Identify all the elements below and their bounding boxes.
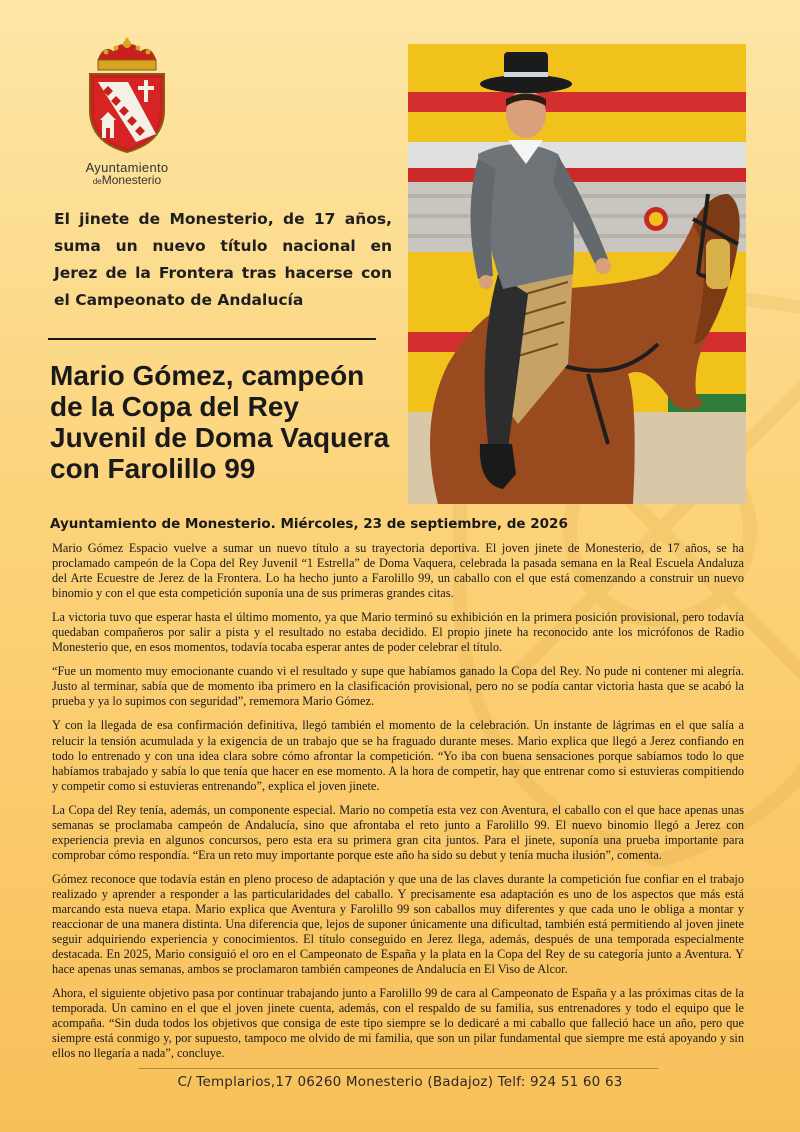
footer-divider bbox=[138, 1068, 658, 1069]
coat-of-arms-icon bbox=[84, 38, 170, 154]
rider-photo bbox=[408, 44, 746, 504]
logo-text-line2 bbox=[62, 173, 192, 187]
footer-address: C/ Templarios,17 06260 Monesterio (Badajoz) Telf: 924 51 60 63 bbox=[177, 1074, 623, 1090]
rider-on-horse-icon bbox=[408, 44, 746, 504]
article-paragraph: Y con la llegada de esa confirmación definitiva, llegó también el momento de la celebración. Un instante de lágrimas en el que salía a relucir la tensión acumulada y la exigencia de un trabajo que se ha fraguado durante meses. Mario explica que llegó a Jerez confiando en todo lo entrenado y con una idea clara sobre cómo afrontar la competición. “Yo iba con buena sensaciones porque sabíamos todo lo que habíamos trabajado y sabía lo que tenía que hacer en ese momento. A la hora de competir, hay que entrenar como si estuvieras compitiendo y competir como si estuvieras entrenando”, explica el joven jinete. bbox=[52, 718, 744, 793]
logo-text-town: Monesterio bbox=[101, 173, 162, 187]
divider-rule bbox=[48, 338, 376, 340]
municipal-logo bbox=[62, 38, 192, 187]
article-paragraph: Gómez reconoce que todavía están en pleno proceso de adaptación y que una de las claves durante la competición fue confiar en el trabajo realizado y aprender a responder a las particularidades del caballo. Y precisamente esa adaptación es uno de los aspectos que más está marcando esta nueva etapa. Mario explica que Aventura y Farolillo 99 son caballos muy diferentes y que cada uno le obliga a montar y reaccionar de una manera distinta. Una diferencia que, lejos de suponer únicamente una dificultad, también está permitiendo al joven jinete seguir adquiriendo experiencia y conocimientos. El título conseguido en Jerez llega, además, después de una temporada especialmente destacada. En 2025, Mario consiguió el oro en el Campeonato de España y la plata en la Copa del Rey de su categoría junto a Aventura. Y hace apenas unas semanas, ambos se proclamaron también campeones de Andalucía en El Viso de Alcor. bbox=[52, 871, 744, 977]
article-byline: Ayuntamiento de Monesterio. Miércoles, 23 de septiembre, de 2026 bbox=[50, 516, 568, 532]
article-headline: Mario Gómez, campeón de la Copa del Rey Juvenil de Doma Vaquera con Farolillo 99 bbox=[50, 360, 390, 484]
logo-text-prefix: de bbox=[92, 177, 102, 186]
article-paragraph: La Copa del Rey tenía, además, un componente especial. Mario no competía esta vez con Aventura, el caballo con el que hace apenas unas semanas se proclamaba campeón de Andalucía, sino que afrontaba el reto junto a Farolillo 99. El nuevo binomio llegó a Jerez con experiencia previa en algunos concursos, pero esta era su primera gran cita juntos. Para el jinete, suponía una prueba importante para comprobar cómo respondía. “Era un reto muy importante porque este año ha sido su debut y tenía mucha ilusión”, comenta. bbox=[52, 802, 744, 862]
logo-text-line1: Ayuntamiento bbox=[85, 160, 169, 175]
article-paragraph: Mario Gómez Espacio vuelve a sumar un nuevo título a su trayectoria deportiva. El joven jinete de Monesterio, de 17 años, se ha proclamado campeón de la Copa del Rey Juvenil “1 Estrella” de Doma Vaquera, celebrada la pasada semana en la Real Escuela Andaluza del Arte Ecuestre de Jerez de la Frontera. Lo ha hecho junto a Farolillo 99, un caballo con el que está comenzando a construir un nuevo binomio y con el que esta competición suponía una de sus primeras grandes citas. bbox=[52, 541, 744, 601]
article-paragraph: “Fue un momento muy emocionante cuando vi el resultado y supe que habíamos ganado la Copa del Rey. No pude ni contener mi alegría. Justo al terminar, sabía que de momento iba primero en la clasificación provisional, pero no se podía cantar victoria hasta que se acabó la prueba y ya lo supimos con seguridad”, rememora Mario Gómez. bbox=[52, 664, 744, 709]
article-body bbox=[52, 541, 744, 1070]
article-subtitle: El jinete de Monesterio, de 17 años, suma un nuevo título nacional en Jerez de la Frontera tras hacerse con el Campeonato de Andalucía bbox=[54, 210, 392, 309]
article-paragraph: Ahora, el siguiente objetivo pasa por continuar trabajando junto a Farolillo 99 de cara al Campeonato de España y a las próximas citas de la temporada. Un camino en el que el joven jinete cuenta, además, con el respaldo de su familia, sus entrenadores y todo el equipo que le acompaña. “Sin duda todos los objetivos que consiga de este tipo siempre se lo dedicaré a mi caballo que falleció hace un año, pero que siempre está conmigo y, por supuesto, tampoco me olvido de mi familia, que son un pilar fundamental que siempre me está apoyando y sin ellos no llegaría a nada”, concluye. bbox=[52, 986, 744, 1061]
article-paragraph: La victoria tuvo que esperar hasta el último momento, ya que Mario terminó su exhibición en la primera posición provisional, pero todavía quedaban compañeros por salir a pista y el resultado no estaba decidido. El propio jinete ha reconocido ante los micrófonos de Radio Monesterio que, en esos momentos, todavía tocaba esperar antes de poder celebrar el título. bbox=[52, 610, 744, 655]
